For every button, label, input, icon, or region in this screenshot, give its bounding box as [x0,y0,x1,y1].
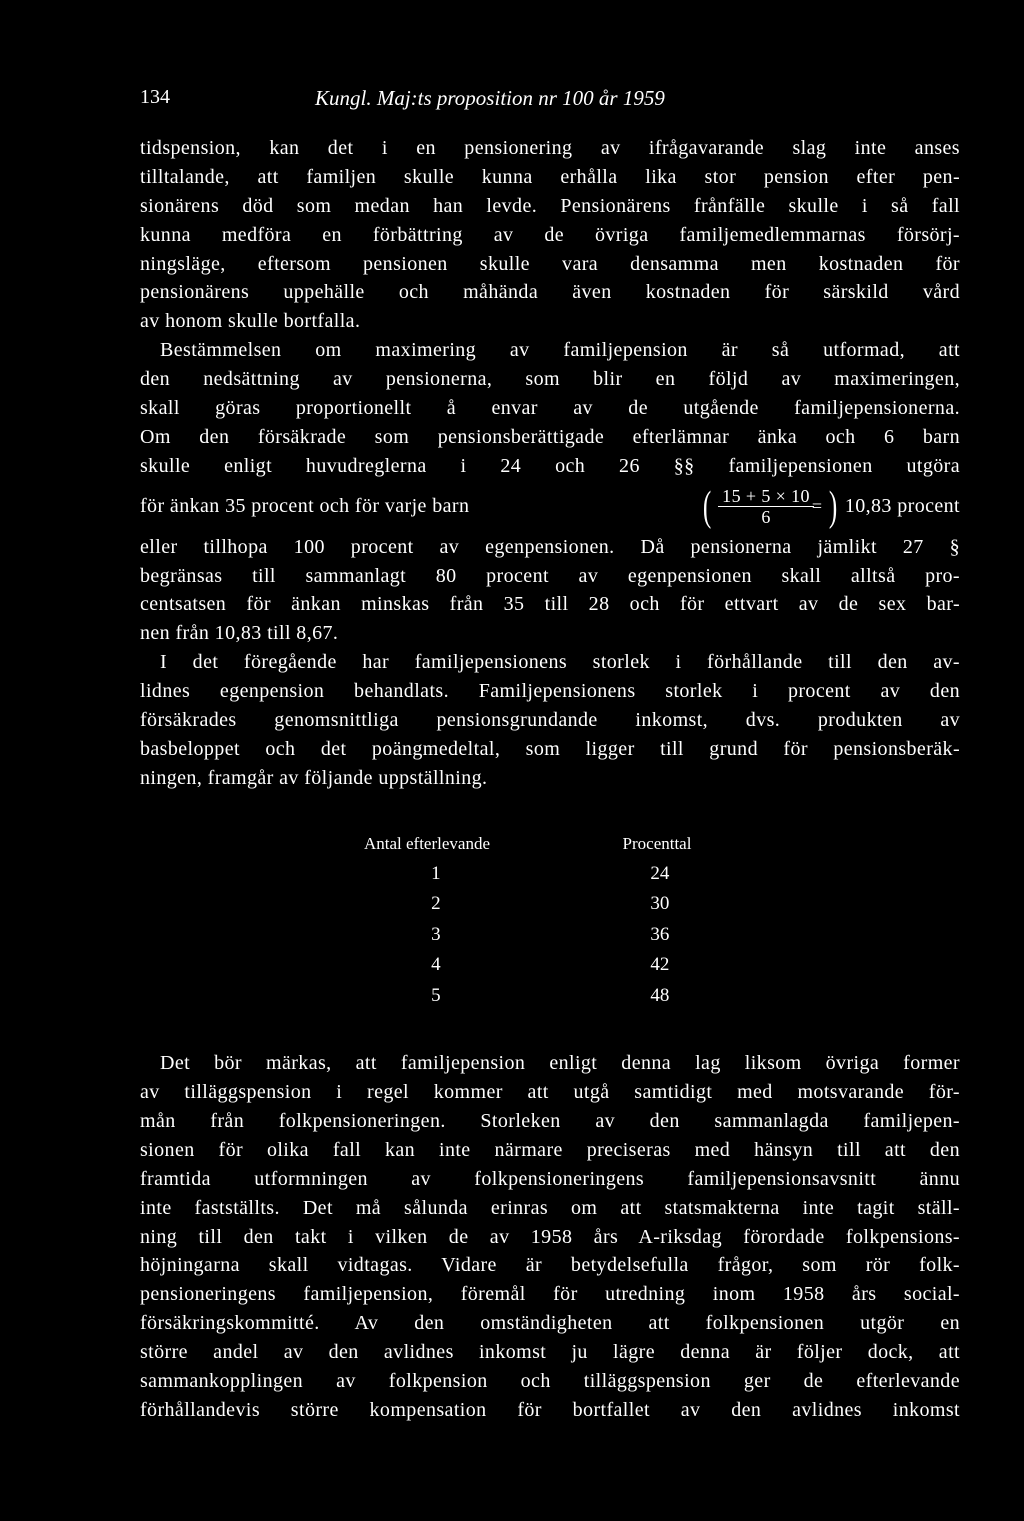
table-row [327,889,747,920]
text-line: höjningarna skall vidtagas. Vidare är betydelsefulla frågor, som rör folk- [140,1254,960,1277]
text-line: pensioneringens familjepension, föremål för utredning inom 1958 års social- [140,1283,960,1306]
text-line: Det bör märkas, att familjepension enligt denna lag liksom övriga former [160,1052,960,1075]
text-line: större andel av den avlidnes inkomst ju lägre denna är följer dock, att [140,1341,960,1364]
table-cell: 3 [431,923,441,945]
text-line: av tilläggspension i regel kommer att utgå samtidigt med motsvarande för- [140,1081,960,1104]
right-paren: ) [829,483,838,530]
table-cell: 42 [650,954,670,976]
text-line: Om den försäkrade som pensionsberättigade efterlämnar änka och 6 barn [140,425,960,448]
table-cell: 2 [431,893,441,915]
table-row [327,859,747,890]
table-cell: 5 [431,984,441,1006]
text-line: den nedsättning av pensionerna, som blir en följd av maximeringen, [140,368,960,391]
table-cell: 1 [431,862,441,884]
equals-sign: = [811,496,823,517]
text-line: centsatsen för änkan minskas från 35 till 28 och för ettvart av de sex bar- [140,593,960,616]
table-header-procenttal: Procenttal [622,833,692,853]
text-line: I det föregående har familjepensionens storlek i förhållande till den av- [160,651,960,674]
document-page [140,86,960,1425]
page-number: 134 [140,86,170,108]
left-paren: ( [702,483,712,530]
text-line: förhållandevis större kompensation för bortfallet av den avlidnes inkomst [140,1398,960,1421]
text-line: ningsläge, eftersom pensionen skulle vara densamma men kostnaden för [140,252,960,275]
fraction-group [718,486,822,527]
text-line: försäkringskommitté. Av den omständigheten att folkpensionen utgör en [140,1312,960,1335]
fraction-numerator: 15 + 5 × 10 [718,486,814,507]
text-line: ningen, framgår av följande uppställning. [140,766,488,789]
text-line: skall göras proportionellt å envar av de utgående familjepensionerna. [140,397,960,420]
text-line: inte fastställts. Det må sålunda erinras om att statsmakterna inte tagit ställ- [140,1196,960,1219]
text-line: lidnes egenpension behandlats. Familjepensionens storlek i procent av den [140,680,960,703]
fraction [718,486,814,527]
text-line: mån från folkpensioneringen. Storleken av den sammanlagda familjepen- [140,1109,960,1132]
fraction-denominator: 6 [761,507,771,528]
text-line: skulle enligt huvudreglerna i 24 och 26 §§ familjepensionen utgöra [140,454,960,477]
paragraph-folkpension [140,1049,960,1425]
text-line: av honom skulle bortfalla. [140,310,361,333]
table-header-antal: Antal efterlevande [363,833,490,853]
table-cell: 24 [650,862,670,884]
table-row [327,981,747,1012]
running-title: Kungl. Maj:ts proposition nr 100 år 1959 [315,86,665,110]
text-line: tilltalande, att familjen skulle kunna erhålla lika stor pension efter pen- [140,165,960,188]
table-cell: 48 [650,984,670,1006]
table-header [327,829,747,859]
text-line: framtida utformningen av folkpensioneringens familjepensionsavsnitt ännu [140,1167,960,1190]
table-cell: 36 [650,923,670,945]
paragraph-continuation [140,134,960,336]
table-cell: 4 [431,954,441,976]
formula-result: 10,83 procent [844,495,960,518]
text-line: kunna medföra en förbättring av de övriga familjemedlemmarnas försörj- [140,223,960,246]
formula [700,483,960,530]
text-line: sammankopplingen av folkpension och tilläggspension ger de efterlevande [140,1370,960,1392]
text-line: försäkrades genomsnittliga pensionsgrundande inkomst, dvs. produkten av [140,709,960,732]
text-line: pensionärens uppehälle och måhända även kostnaden för särskild vård [140,281,960,304]
text-line: begränsas till sammanlagt 80 procent av egenpensionen skall alltså pro- [140,564,960,587]
percentage-table [327,829,747,1012]
paragraph-maximering [140,336,960,648]
text-line: basbeloppet och det poängmedeltal, som ligger till grund för pensionsberäk- [140,737,960,760]
paragraph-familjepension-storlek [140,648,960,792]
text-line: sionärens död som medan han levde. Pensionärens frånfälle skulle i så fall [140,194,960,217]
text-line: ning till den takt i vilken de av 1958 års A-riksdag förordade folkpensions- [140,1225,960,1248]
table-cell: 30 [650,893,670,915]
text-line: Bestämmelsen om maximering av familjepension är så utformad, att [160,339,960,362]
text-line: nen från 10,83 till 8,67. [140,622,339,645]
formula-line [140,481,960,533]
text-line: sionen för olika fall kan inte närmare preciseras med hänsyn till att den [140,1138,960,1161]
table-row [327,950,747,981]
formula-lead-text: för änkan 35 procent och för varje barn [140,495,470,518]
text-line: tidspension, kan det i en pensionering av ifrågavarande slag inte anses [140,137,960,159]
page-header [140,86,960,116]
table-row [327,920,747,951]
text-line: eller tillhopa 100 procent av egenpensionen. Då pensionerna jämlikt 27 § [140,535,960,558]
